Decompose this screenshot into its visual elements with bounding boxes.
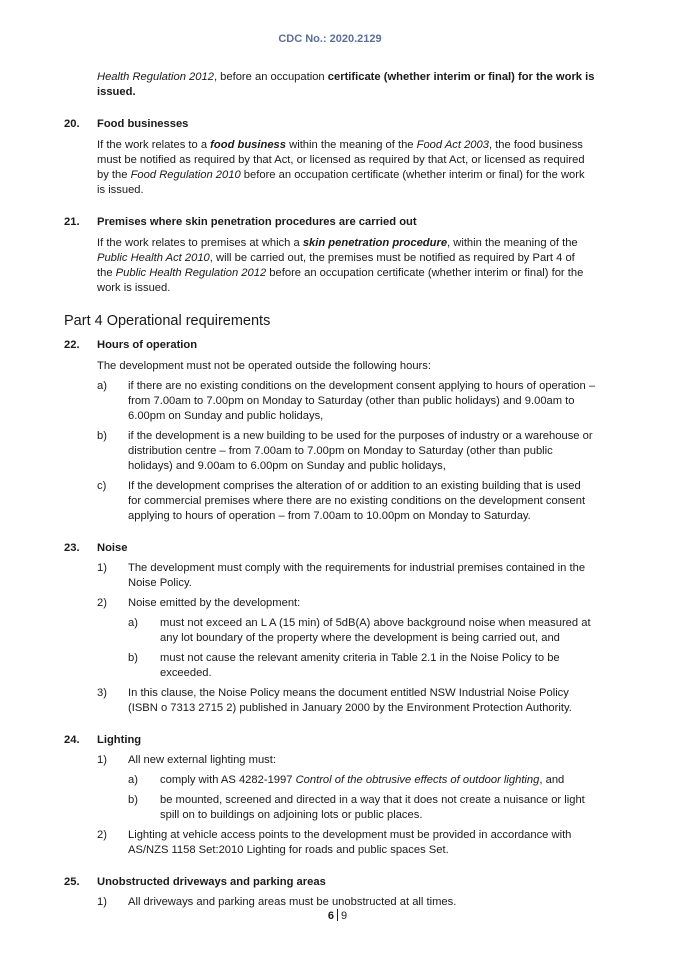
sub-list-item [0, 773, 675, 788]
clause-25-heading [0, 875, 675, 890]
list-item [0, 686, 675, 716]
document-body [0, 70, 675, 910]
item-text: Lighting at vehicle access points to the development must be provided in accordance with AS/NZS 1158 Set:2010 Lighting for roads and public spaces Set. [128, 829, 572, 856]
page-footer [0, 909, 675, 924]
text: comply with AS 4282-1997 [160, 774, 296, 786]
clause-title: Noise [97, 542, 128, 554]
list-item [0, 753, 675, 768]
clause-title: Unobstructed driveways and parking areas [97, 876, 326, 888]
item-label: 1) [97, 896, 107, 908]
item-label: b) [128, 794, 138, 806]
clause-21-heading [0, 215, 675, 230]
item-text: if there are no existing conditions on the development consent applying to hours of operation – from 7.00am to 7.00pm on Monday to Saturday (other than public holidays) and 9.00am to 6.00pm on Sunday and public holidays, [128, 380, 596, 422]
list-item [0, 561, 675, 591]
item-text: The development must comply with the requirements for industrial premises contained in the Noise Policy. [128, 562, 586, 589]
item-label: 1) [97, 754, 107, 766]
clause-22-heading [0, 338, 675, 353]
item-label: b) [97, 430, 107, 442]
text: before an occupation certificate (whether interim or final) for the work is issued. [97, 267, 584, 294]
clause-title: Lighting [97, 734, 142, 746]
item-text: Noise emitted by the development: [128, 597, 301, 609]
list-item [0, 479, 675, 524]
text: , the food business must be notified as required by that Act, or licensed as required by that Act, or licensed as required by the [97, 139, 585, 181]
clause-number: 23. [64, 542, 80, 554]
item-label: c) [97, 480, 107, 492]
page-separator [337, 909, 338, 921]
item-label: 3) [97, 687, 107, 699]
continued-paragraph [97, 70, 597, 100]
item-text: must not exceed an L A (15 min) of 5dB(A) above background noise when measured at any lot boundary of the property where the development is being carried out, and [160, 617, 591, 644]
clause-title: Premises where skin penetration procedures are carried out [97, 216, 417, 228]
regulation-name: Food Regulation 2010 [130, 169, 241, 181]
clause-title: Hours of operation [97, 339, 198, 351]
item-label: b) [128, 652, 138, 664]
item-label: a) [128, 774, 138, 786]
intro-regulation: Health Regulation 2012 [97, 71, 214, 83]
text: before an occupation certificate (whether interim or final) for the work is issued. [97, 169, 585, 196]
clause-23-heading [0, 541, 675, 556]
clause-22-intro: The development must not be operated outside the following hours: [97, 360, 431, 372]
clause-number: 22. [64, 339, 80, 351]
item-label: a) [128, 617, 138, 629]
clause-number: 24. [64, 734, 80, 746]
part-4-heading: Part 4 Operational requirements [64, 313, 271, 329]
clause-24-heading [0, 733, 675, 748]
sub-list-item [0, 616, 675, 646]
list-item [0, 379, 675, 424]
item-text: if the development is a new building to be used for the purposes of industry or a warehouse or distribution centre – from 7.00am to 7.00pm on Monday to Saturday (other than public holidays) and 9.00am to 6.00pm on Sunday and public holidays, [128, 430, 593, 472]
text: , and [539, 774, 565, 786]
page-number: 6 [327, 910, 334, 922]
item-text [160, 773, 598, 788]
item-text: be mounted, screened and directed in a way that it does not create a nuisance or light spill on to buildings on adjoining lots or public places. [160, 794, 585, 821]
standard-title: Control of the obtrusive effects of outdoor lighting [295, 774, 540, 786]
intro-bold: certificate (whether interim or final) for the work is issued. [97, 71, 595, 98]
item-text: If the development comprises the alteration of or addition to an existing building that is used for commercial premises where there are no existing conditions on the development consent applying to hours of operation – from 7.00am to 10.00pm on Monday to Saturday. [128, 480, 586, 522]
item-label: a) [97, 380, 107, 392]
text: , within the meaning of the [447, 237, 578, 249]
sub-list-item [0, 651, 675, 681]
regulation-name: Public Health Regulation 2012 [115, 267, 267, 279]
text: within the meaning of the [286, 139, 417, 151]
clause-number: 21. [64, 216, 80, 228]
clause-number: 25. [64, 876, 80, 888]
text: , will be carried out, the premises must be notified as required by Part 4 of the [97, 252, 575, 279]
text: If the work relates to premises at which a [97, 237, 303, 249]
term: skin penetration procedure [302, 237, 448, 249]
clause-title: Food businesses [97, 118, 189, 130]
clause-number: 20. [64, 118, 80, 130]
act-name: Public Health Act 2010 [97, 252, 210, 264]
item-label: 1) [97, 562, 107, 574]
item-text: must not cause the relevant amenity criteria in Table 2.1 in the Noise Policy to be exceeded. [160, 652, 560, 679]
sub-list-item [0, 793, 675, 823]
page-total: 9 [341, 910, 348, 922]
text: If the work relates to a [97, 139, 211, 151]
clause-20-paragraph [97, 138, 593, 198]
item-label: 2) [97, 597, 107, 609]
item-text: All new external lighting must: [128, 754, 276, 766]
term: food business [210, 139, 287, 151]
item-text: In this clause, the Noise Policy means the document entitled NSW Industrial Noise Policy (ISBN o 7313 2715 2) published in January 2000 by the Environment Protection Authority. [128, 687, 572, 714]
intro-text: , before an occupation [213, 71, 328, 83]
item-text: All driveways and parking areas must be unobstructed at all times. [128, 896, 457, 908]
cdc-number-header: CDC No.: 2020.2129 [278, 33, 382, 45]
list-item [0, 828, 675, 858]
list-item [0, 596, 675, 611]
list-item [0, 895, 675, 910]
item-label: 2) [97, 829, 107, 841]
clause-20-heading [0, 117, 675, 132]
clause-21-paragraph [97, 236, 593, 296]
act-name: Food Act 2003 [416, 139, 489, 151]
list-item [0, 429, 675, 474]
